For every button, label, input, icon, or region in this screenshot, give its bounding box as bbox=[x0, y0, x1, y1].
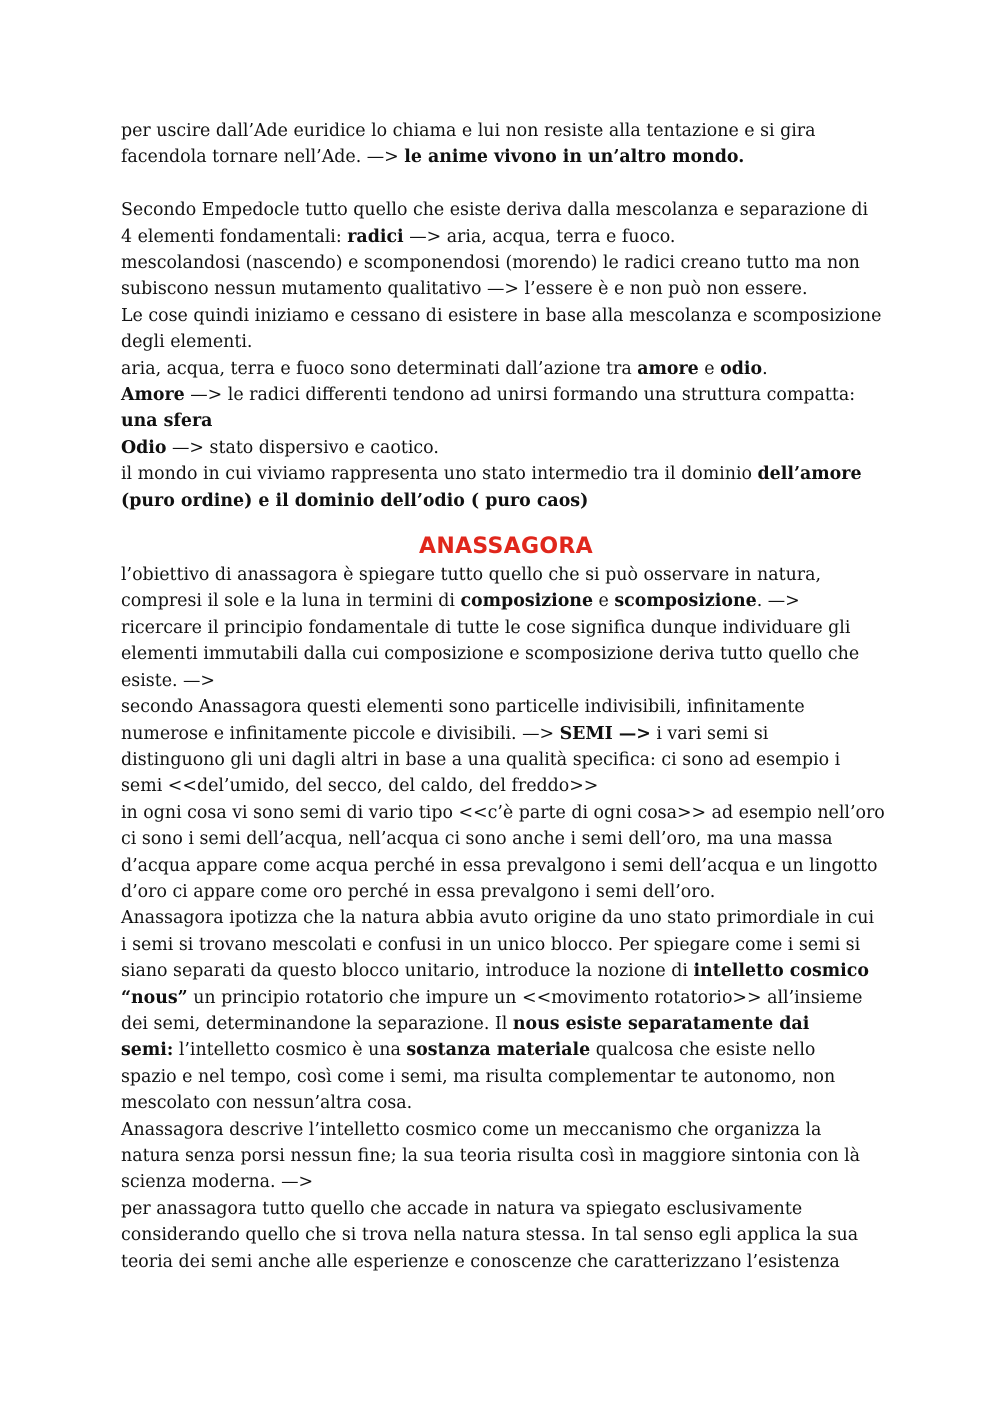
text-line: siano separati da questo blocco unitario, introduce la nozione di intelletto cosmico bbox=[121, 961, 869, 982]
text-line: numerose e infinitamente piccole e divisibili. —> SEMI —> i vari semi si bbox=[121, 723, 769, 744]
text-line: semi: l’intelletto cosmico è una sostanza materiale qualcosa che esiste nello bbox=[121, 1040, 816, 1061]
text-line: ricercare il principio fondamentale di tutte le cose significa dunque individuare gli bbox=[121, 617, 851, 638]
text-line: 4 elementi fondamentali: radici —> aria, acqua, terra e fuoco. bbox=[121, 226, 676, 247]
bold-text: intelletto cosmico bbox=[693, 961, 869, 982]
document-page bbox=[121, 118, 891, 1275]
text-line: per uscire dall’Ade euridice lo chiama e lui non resiste alla tentazione e si gira bbox=[121, 121, 816, 141]
paragraph-empedocle bbox=[121, 197, 891, 514]
text-line: Odio —> stato dispersivo e caotico. bbox=[121, 437, 439, 458]
text-line: per anassagora tutto quello che accade in natura va spiegato esclusivamente bbox=[121, 1198, 803, 1219]
bold-text: nous esiste separatamente dai bbox=[512, 1013, 810, 1034]
bold-text: scomposizione bbox=[614, 591, 757, 612]
text-line: ci sono i semi dell’acqua, nell’acqua ci sono anche i semi dell’oro, ma una massa bbox=[121, 829, 833, 850]
text-line bbox=[121, 408, 891, 434]
text-line: teoria dei semi anche alle esperienze e conoscenze che caratterizzano l’esistenza bbox=[121, 1251, 840, 1272]
bold-text: Amore bbox=[121, 385, 185, 406]
text-line: facendola tornare nell’Ade. —> le anime vivono in un’altro mondo. bbox=[121, 147, 745, 168]
text-line: d’acqua appare come acqua perché in essa prevalgono i semi dell’acqua e un lingotto bbox=[121, 855, 878, 876]
bold-text: una sfera bbox=[121, 411, 213, 432]
text-line: Anassagora ipotizza che la natura abbia avuto origine da uno stato primordiale in cui bbox=[121, 908, 875, 929]
paragraph-spacer bbox=[121, 171, 891, 197]
text-line: il mondo in cui viviamo rappresenta uno stato intermedio tra il dominio dell’amore bbox=[121, 464, 862, 485]
text-line: aria, acqua, terra e fuoco sono determinati dall’azione tra amore e odio. bbox=[121, 358, 768, 379]
paragraph-anassagora bbox=[121, 562, 891, 1275]
text-line: compresi il sole e la luna in termini di composizione e scomposizione. —> bbox=[121, 591, 800, 612]
text-line: Le cose quindi iniziamo e cessano di esistere in base alla mescolanza e scomposizione bbox=[121, 305, 882, 326]
paragraph-orpheus bbox=[121, 118, 891, 171]
bold-text: (puro ordine) e il dominio dell’odio ( puro caos) bbox=[121, 490, 589, 511]
bold-text: amore bbox=[637, 358, 699, 379]
text-line: considerando quello che si trova nella natura stessa. In tal senso egli applica la sua bbox=[121, 1225, 859, 1246]
text-line: natura senza porsi nessun fine; la sua teoria risulta così in maggiore sintonia con là bbox=[121, 1146, 861, 1167]
bold-text: radici bbox=[347, 226, 404, 247]
bold-text: Odio bbox=[121, 437, 167, 458]
text-line: i semi si trovano mescolati e confusi in un unico blocco. Per spiegare come i semi si bbox=[121, 934, 861, 955]
bold-text: odio bbox=[720, 358, 763, 379]
bold-text: semi: bbox=[121, 1040, 174, 1061]
text-line: Secondo Empedocle tutto quello che esiste deriva dalla mescolanza e separazione di bbox=[121, 200, 869, 221]
text-line: subiscono nessun mutamento qualitativo —> l’essere è e non può non essere. bbox=[121, 279, 808, 300]
text-line: Amore —> le radici differenti tendono ad unirsi formando una struttura compatta: bbox=[121, 385, 856, 406]
text-line: spazio e nel tempo, così come i semi, ma risulta complementar te autonomo, non bbox=[121, 1066, 836, 1087]
text-line: dei semi, determinandone la separazione. Il nous esiste separatamente dai bbox=[121, 1013, 810, 1034]
bold-text: composizione bbox=[460, 591, 594, 612]
text-line: elementi immutabili dalla cui composizione e scomposizione deriva tutto quello che bbox=[121, 644, 860, 665]
text-line: mescolato con nessun’altra cosa. bbox=[121, 1093, 413, 1114]
text-line: “nous” un principio rotatorio che impure un <<movimento rotatorio>> all’insieme bbox=[121, 987, 863, 1008]
text-line: in ogni cosa vi sono semi di vario tipo <<c’è parte di ogni cosa>> ad esempio nell’oro bbox=[121, 802, 885, 823]
text-line: scienza moderna. —> bbox=[121, 1172, 314, 1193]
text-line: d’oro ci appare come oro perché in essa prevalgono i semi dell’oro. bbox=[121, 881, 716, 902]
bold-text: dell’amore bbox=[757, 464, 862, 485]
text-line: degli elementi. bbox=[121, 332, 253, 353]
text-line: l’obiettivo di anassagora è spiegare tutto quello che si può osservare in natura, bbox=[121, 565, 821, 586]
text-line bbox=[121, 488, 891, 514]
section-heading: ANASSAGORA bbox=[419, 534, 593, 560]
text-line: Anassagora descrive l’intelletto cosmico come un meccanismo che organizza la bbox=[121, 1119, 822, 1140]
text-line: distinguono gli uni dagli altri in base a una qualità specifica: ci sono ad esempio i bbox=[121, 749, 841, 770]
bold-text: sostanza materiale bbox=[406, 1040, 591, 1061]
text-line: secondo Anassagora questi elementi sono particelle indivisibili, infinitamente bbox=[121, 697, 805, 718]
text-line: mescolandosi (nascendo) e scomponendosi (morendo) le radici creano tutto ma non bbox=[121, 253, 860, 274]
text-line: semi <<del’umido, del secco, del caldo, del freddo>> bbox=[121, 776, 599, 797]
bold-text: SEMI —> bbox=[559, 723, 651, 744]
text-line: esiste. —> bbox=[121, 670, 216, 691]
bold-text: le anime vivono in un’altro mondo. bbox=[404, 147, 745, 168]
bold-text: “nous” bbox=[121, 987, 188, 1008]
